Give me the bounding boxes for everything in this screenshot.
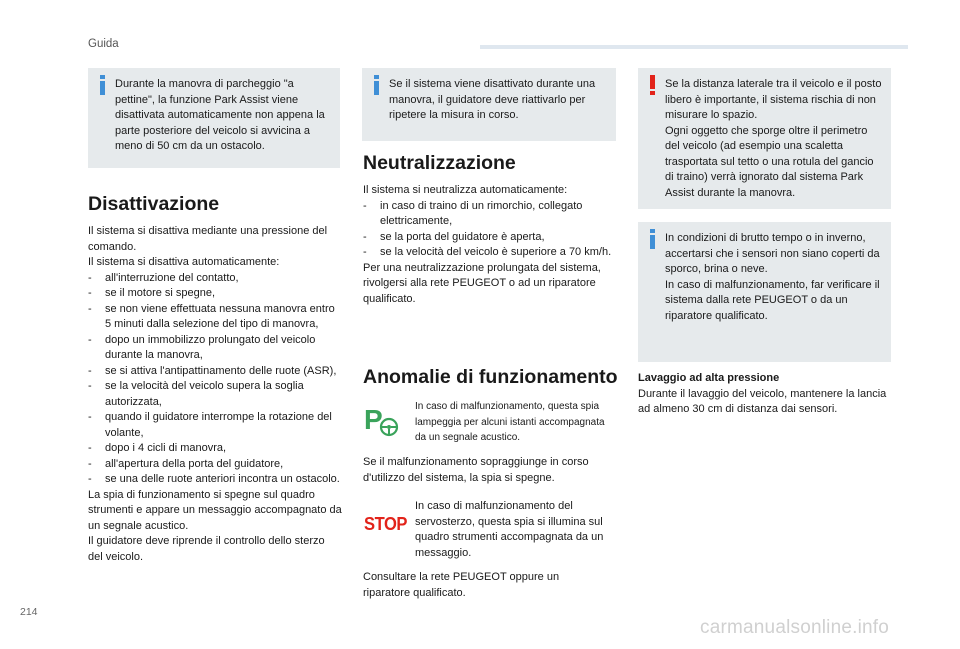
paragraph: Il sistema si disattiva mediante una pressione del comando. xyxy=(88,225,328,253)
paragraph: Il guidatore deve riprende il controllo dello sterzo del veicolo. xyxy=(88,535,325,563)
warning-note-distanza xyxy=(638,68,891,209)
note-text: Ogni oggetto che sporge oltre il perimetro del veicolo (ad esempio una scaletta trasportata sul tetto o una rotula del gancio di traino) verrà ignorato dal sistema Park Assist durante la manovra. xyxy=(665,124,874,199)
lavaggio-title: Lavaggio ad alta pressione xyxy=(638,372,780,384)
paragraph: Consultare la rete PEUGEOT oppure un riparatore qualificato. xyxy=(363,571,560,599)
disattivazione-list xyxy=(88,271,342,488)
note-text: In caso di malfunzionamento, far verificare il sistema dalla rete PEUGEOT o da un riparatore qualificato. xyxy=(665,278,880,322)
page-number: 214 xyxy=(20,606,38,618)
neutralizzazione-list xyxy=(363,199,617,261)
info-icon xyxy=(647,229,659,249)
park-assist-warning-light-icon xyxy=(364,403,400,437)
list-item: - se la velocità del veicolo è superiore a 70 km/h. xyxy=(363,245,617,261)
info-icon xyxy=(97,75,109,95)
section-title-anomalie: Anomalie di funzionamento xyxy=(363,366,618,388)
stop-light-description: In caso di malfunzionamento del servosterzo, questa spia si illumina sul quadro strumenti accompagnata da un messaggio. xyxy=(415,500,604,559)
list-item: - se si attiva l'antipattinamento delle ruote (ASR), xyxy=(88,364,342,380)
paragraph: Se il malfunzionamento sopraggiunge in corso d'utilizzo del sistema, la spia si spegne. xyxy=(363,456,589,484)
neutralizzazione-body xyxy=(363,183,617,307)
disattivazione-body xyxy=(88,224,342,565)
section-title-disattivazione: Disattivazione xyxy=(88,193,220,215)
watermark: carmanualsonline.info xyxy=(700,617,890,638)
list-item: - dopo un immobilizzo prolungato del veicolo durante la manovra, xyxy=(88,333,342,364)
info-note-riattivazione xyxy=(362,68,616,141)
note-text: Se il sistema viene disattivato durante una manovra, il guidatore deve riattivarlo per ripetere la misura in corso. xyxy=(389,78,596,121)
note-text: Se la distanza laterale tra il veicolo e il posto libero è importante, il sistema rischia di non misurare lo spazio. xyxy=(665,78,882,121)
info-icon xyxy=(371,75,383,95)
list-item: - se una delle ruote anteriori incontra un ostacolo. xyxy=(88,472,342,488)
section-title-neutralizzazione: Neutralizzazione xyxy=(363,152,516,174)
list-item: - se il motore si spegne, xyxy=(88,286,342,302)
paragraph: La spia di funzionamento si spegne sul quadro strumenti e appare un messaggio accompagnato da un segnale acustico. xyxy=(88,488,342,532)
paragraph: Il sistema si neutralizza automaticamente: xyxy=(363,184,568,196)
list-item: - all'apertura della porta del guidatore, xyxy=(88,457,342,473)
note-text: Durante la manovra di parcheggio "a pettine", la funzione Park Assist viene disattivata automaticamente non appena la parte posteriore del veicolo si avvicina a meno di 50 cm da un ostacolo. xyxy=(115,78,325,152)
list-item: - all'interruzione del contatto, xyxy=(88,271,342,287)
list-item: - in caso di traino di un rimorchio, collegato elettricamente, xyxy=(363,199,617,230)
stop-warning-light-icon: STOP xyxy=(364,514,407,534)
p-light-description: In caso di malfunzionamento, questa spia lampeggia per alcuni istanti accompagnata da un segnale acustico. xyxy=(415,401,605,443)
warning-icon xyxy=(647,75,659,95)
svg-text:P: P xyxy=(364,404,383,435)
lavaggio-section xyxy=(638,371,894,418)
paragraph: Durante il lavaggio del veicolo, mantenere la lancia ad almeno 30 cm di distanza dai sensori. xyxy=(638,387,887,415)
paragraph: Per una neutralizzazione prolungata del sistema, rivolgersi alla rete PEUGEOT o ad un riparatore qualificato. xyxy=(363,261,601,305)
note-text: In condizioni di brutto tempo o in inverno, accertarsi che i sensori non siano coperti da sporco, brina o neve. xyxy=(665,232,880,275)
list-item: - se la velocità del veicolo supera la soglia autorizzata, xyxy=(88,379,342,410)
list-item: - se non viene effettuata nessuna manovra entro 5 minuti dalla selezione del tipo di manovra, xyxy=(88,302,342,333)
paragraph: Il sistema si disattiva automaticamente: xyxy=(88,256,280,268)
header-bar xyxy=(480,45,908,49)
list-item: - se la porta del guidatore è aperta, xyxy=(363,230,617,246)
list-item: - quando il guidatore interrompe la rotazione del volante, xyxy=(88,410,342,441)
info-note-sensori xyxy=(638,222,891,362)
info-note-park-assist xyxy=(88,68,340,168)
header-section: Guida xyxy=(88,38,119,50)
list-item: - dopo i 4 cicli di manovra, xyxy=(88,441,342,457)
